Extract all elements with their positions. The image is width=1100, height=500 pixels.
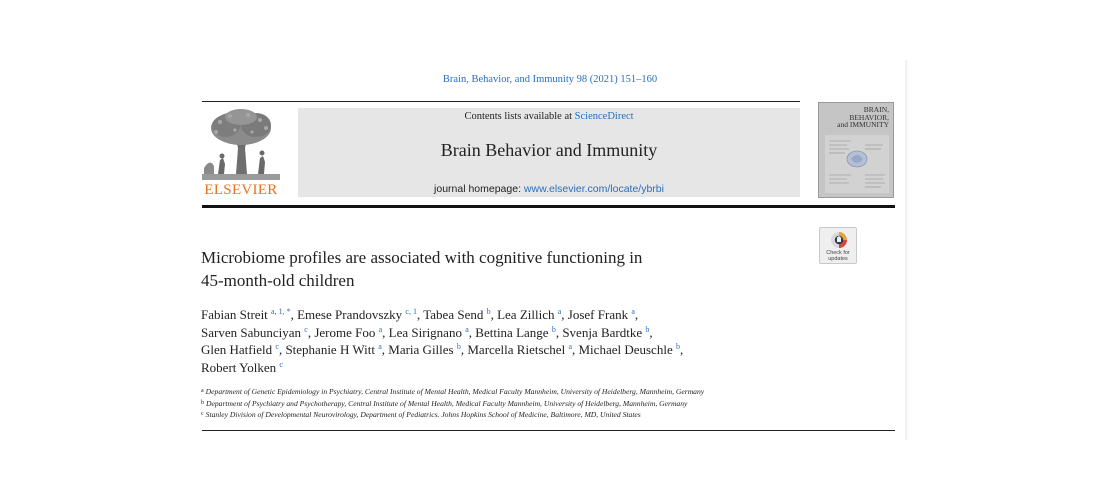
- author-name[interactable]: Sarven Sabunciyan: [201, 324, 302, 340]
- author-line: [201, 359, 841, 377]
- author-affiliation-marker[interactable]: a: [378, 324, 383, 334]
- affiliation-text: Department of Psychiatry and Psychotherapy, Central Institute of Mental Health, Medical Faculty Mannheim, University of Heidelberg, Mannheim, Germany: [206, 398, 688, 408]
- contents-prefix: Contents lists available at: [464, 111, 575, 122]
- check-for-updates-icon: [830, 231, 848, 249]
- author-separator: ,: [290, 307, 298, 322]
- author-name[interactable]: Bettina Lange: [475, 324, 549, 340]
- author-separator: ,: [278, 342, 286, 357]
- author-name[interactable]: Stephanie H Witt: [285, 342, 375, 357]
- author-affiliation-marker[interactable]: a: [557, 307, 562, 316]
- author-name[interactable]: Tabea Send: [423, 307, 484, 322]
- affiliation-item: [201, 409, 901, 421]
- author-name[interactable]: Marcella Rietschel: [467, 342, 566, 357]
- check-for-updates-label: [820, 250, 856, 262]
- page-edge-shadow: [905, 60, 909, 440]
- author-name[interactable]: Glen Hatfield: [201, 342, 273, 357]
- author-affiliation-marker[interactable]: a: [568, 342, 572, 351]
- author-separator: ,: [460, 342, 468, 357]
- affiliation-text: Department of Genetic Epidemiology in Psychiatry, Central Institute of Mental Health, Medical Faculty Mannheim, University of Heidelberg, Mannheim, Germany: [205, 387, 705, 396]
- cover-title-line: BRAIN,: [863, 105, 889, 114]
- article-title-line: 45-month-old children: [201, 271, 355, 290]
- affiliation-item: [201, 386, 901, 398]
- author-separator: ,: [572, 342, 579, 357]
- author-name[interactable]: Robert Yolken: [201, 359, 277, 375]
- affiliation-text: Stanley Division of Developmental Neurovirology, Department of Pediatrics. Johns Hopkins School of Medicine, Baltimore, MD, United States: [205, 410, 641, 419]
- author-line: [201, 306, 841, 324]
- author-affiliation-marker[interactable]: a: [631, 307, 635, 316]
- author-separator: ,: [382, 324, 389, 340]
- author-affiliation-marker[interactable]: a: [378, 342, 382, 351]
- author-separator: ,: [490, 307, 498, 322]
- author-separator: ,: [679, 342, 684, 357]
- author-affiliation-marker[interactable]: c: [304, 324, 308, 334]
- sciencedirect-link[interactable]: ScienceDirect: [574, 111, 634, 122]
- check-for-updates-button[interactable]: [819, 227, 857, 264]
- author-affiliation-marker[interactable]: b: [486, 307, 491, 316]
- author-name[interactable]: Michael Deuschle: [578, 342, 673, 357]
- journal-citation-link[interactable]: Brain, Behavior, and Immunity 98 (2021) 151–160: [442, 74, 658, 85]
- author-affiliation-marker[interactable]: b: [645, 324, 650, 334]
- author-affiliation-marker[interactable]: b: [551, 324, 556, 334]
- cover-title-line: BEHAVIOR,: [849, 112, 889, 122]
- author-list: [201, 306, 841, 376]
- journal-name: Brain Behavior and Immunity: [440, 140, 658, 160]
- affiliation-rule: [202, 430, 895, 431]
- author-affiliation-marker[interactable]: b: [456, 342, 461, 351]
- author-affiliation-marker[interactable]: a, 1, *: [271, 307, 291, 316]
- author-affiliation-marker[interactable]: a: [465, 324, 469, 334]
- elsevier-wordmark: ELSEVIER: [204, 182, 278, 198]
- author-separator: ,: [649, 324, 653, 340]
- author-separator: ,: [468, 324, 476, 340]
- check-updates-line: updates: [828, 256, 848, 262]
- author-line: [201, 341, 841, 359]
- author-name[interactable]: Lea Sirignano: [388, 324, 462, 340]
- author-affiliation-marker[interactable]: c, 1: [405, 307, 417, 316]
- homepage-line: [298, 183, 800, 195]
- affiliation-letter: a: [201, 388, 204, 394]
- header-rule: [202, 101, 800, 102]
- header-thick-rule: [202, 205, 895, 208]
- author-name[interactable]: Josef Frank: [567, 307, 629, 322]
- author-separator: ,: [561, 307, 568, 322]
- author-affiliation-marker[interactable]: b: [675, 342, 680, 351]
- journal-cover-icon[interactable]: [818, 102, 894, 198]
- author-separator: ,: [381, 342, 389, 357]
- author-name[interactable]: Emese Prandovszky: [297, 307, 403, 322]
- cover-artwork-icon: [825, 135, 889, 193]
- author-name[interactable]: Lea Zillich: [497, 307, 555, 322]
- author-separator: ,: [416, 307, 424, 322]
- author-name[interactable]: Svenja Bardtke: [562, 324, 643, 340]
- author-name[interactable]: Jerome Foo: [314, 324, 376, 340]
- check-updates-line: Check for: [826, 250, 850, 256]
- affiliation-item: [201, 398, 901, 410]
- affiliation-letter: c: [201, 411, 204, 417]
- affiliation-letter: b: [201, 399, 204, 406]
- contents-line: [298, 111, 800, 122]
- author-line: [201, 324, 841, 342]
- journal-homepage-link[interactable]: www.elsevier.com/locate/ybrbi: [523, 183, 664, 195]
- cover-title-line: and IMMUNITY: [837, 120, 889, 129]
- homepage-prefix: journal homepage:: [434, 183, 524, 195]
- author-separator: ,: [555, 324, 563, 340]
- author-separator: ,: [634, 307, 639, 322]
- article-title-line: Microbiome profiles are associated with cognitive functioning in: [201, 248, 643, 267]
- article-title: [201, 246, 761, 292]
- author-affiliation-marker[interactable]: c: [279, 359, 283, 369]
- author-name[interactable]: Fabian Streit: [201, 307, 268, 322]
- affiliation-list: [201, 386, 901, 421]
- journal-banner: [298, 108, 800, 197]
- author-separator: ,: [307, 324, 315, 340]
- cover-title: [837, 106, 889, 129]
- author-name[interactable]: Maria Gilles: [388, 342, 454, 357]
- author-affiliation-marker[interactable]: c: [275, 342, 279, 351]
